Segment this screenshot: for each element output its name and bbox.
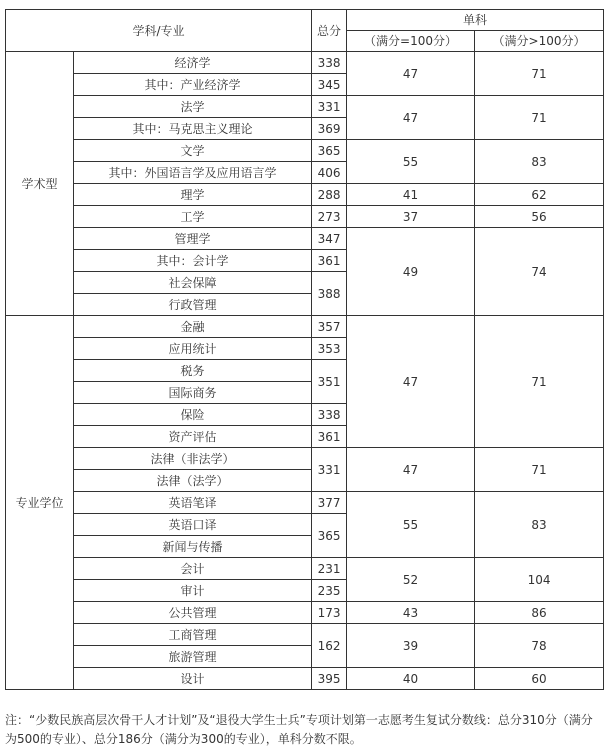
header-total: 总分 — [312, 10, 347, 52]
single-score-100: 43 — [347, 602, 475, 624]
table-row — [6, 184, 604, 206]
subject-name: 英语笔译 — [74, 492, 312, 514]
subject-name: 新闻与传播 — [74, 536, 312, 558]
header-sub2: （满分>100分） — [475, 31, 604, 52]
single-score-100: 47 — [347, 96, 475, 140]
subject-name: 工学 — [74, 206, 312, 228]
single-score-gt100: 56 — [475, 206, 604, 228]
single-score-gt100: 78 — [475, 624, 604, 668]
total-score: 331 — [312, 96, 347, 118]
total-score: 338 — [312, 52, 347, 74]
subject-name: 金融 — [74, 316, 312, 338]
single-score-gt100: 71 — [475, 448, 604, 492]
total-score: 357 — [312, 316, 347, 338]
single-score-gt100: 74 — [475, 228, 604, 316]
subject-name: 设计 — [74, 668, 312, 690]
subject-name: 其中：马克思主义理论 — [74, 118, 312, 140]
single-score-gt100: 86 — [475, 602, 604, 624]
single-score-100: 55 — [347, 492, 475, 558]
table-row — [6, 602, 604, 624]
single-score-100: 55 — [347, 140, 475, 184]
table-row — [6, 206, 604, 228]
subject-name: 社会保障 — [74, 272, 312, 294]
subject-name: 保险 — [74, 404, 312, 426]
subject-name: 审计 — [74, 580, 312, 602]
subject-name: 管理学 — [74, 228, 312, 250]
single-score-gt100: 71 — [475, 316, 604, 448]
subject-name: 其中：产业经济学 — [74, 74, 312, 96]
total-score: 395 — [312, 668, 347, 690]
header-row — [6, 10, 604, 31]
total-score: 173 — [312, 602, 347, 624]
category-professional: 专业学位 — [6, 316, 74, 690]
total-score: 338 — [312, 404, 347, 426]
table-row — [6, 316, 604, 338]
subject-name: 其中：外国语言学及应用语言学 — [74, 162, 312, 184]
table-row — [6, 448, 604, 470]
table-row — [6, 492, 604, 514]
table-row — [6, 52, 604, 74]
subject-name: 经济学 — [74, 52, 312, 74]
header-sub1: （满分=100分） — [347, 31, 475, 52]
total-score: 365 — [312, 140, 347, 162]
subject-name: 法律（法学） — [74, 470, 312, 492]
single-score-100: 39 — [347, 624, 475, 668]
header-single: 单科 — [347, 10, 604, 31]
total-score: 288 — [312, 184, 347, 206]
single-score-100: 49 — [347, 228, 475, 316]
total-score: 231 — [312, 558, 347, 580]
single-score-gt100: 104 — [475, 558, 604, 602]
single-score-100: 41 — [347, 184, 475, 206]
single-score-100: 47 — [347, 316, 475, 448]
table-row — [6, 624, 604, 646]
subject-name: 法律（非法学） — [74, 448, 312, 470]
single-score-100: 47 — [347, 52, 475, 96]
subject-name: 应用统计 — [74, 338, 312, 360]
footnote: 注：“少数民族高层次骨干人才计划”及“退役大学生士兵”专项计划第一志愿考生复试分数线：总分310分（满分为500的专业）、总分186分（满分为300的专业），单科分数不限。 — [5, 713, 593, 746]
subject-name: 英语口译 — [74, 514, 312, 536]
single-score-100: 52 — [347, 558, 475, 602]
subject-name: 其中：会计学 — [74, 250, 312, 272]
subject-name: 税务 — [74, 360, 312, 382]
total-score: 369 — [312, 118, 347, 140]
subject-name: 法学 — [74, 96, 312, 118]
subject-name: 行政管理 — [74, 294, 312, 316]
total-score: 235 — [312, 580, 347, 602]
subject-name: 旅游管理 — [74, 646, 312, 668]
table-row — [6, 558, 604, 580]
total-score: 353 — [312, 338, 347, 360]
single-score-gt100: 71 — [475, 96, 604, 140]
subject-name: 资产评估 — [74, 426, 312, 448]
total-score: 365 — [312, 514, 347, 558]
table-row — [6, 228, 604, 250]
single-score-gt100: 62 — [475, 184, 604, 206]
total-score: 345 — [312, 74, 347, 96]
single-score-100: 47 — [347, 448, 475, 492]
total-score: 273 — [312, 206, 347, 228]
single-score-gt100: 60 — [475, 668, 604, 690]
single-score-gt100: 71 — [475, 52, 604, 96]
single-score-gt100: 83 — [475, 492, 604, 558]
single-score-gt100: 83 — [475, 140, 604, 184]
total-score: 162 — [312, 624, 347, 668]
single-score-100: 37 — [347, 206, 475, 228]
score-table — [5, 9, 604, 690]
subject-name: 国际商务 — [74, 382, 312, 404]
total-score: 377 — [312, 492, 347, 514]
single-score-100: 40 — [347, 668, 475, 690]
table-row — [6, 140, 604, 162]
total-score: 331 — [312, 448, 347, 492]
total-score: 347 — [312, 228, 347, 250]
total-score: 351 — [312, 360, 347, 404]
total-score: 361 — [312, 426, 347, 448]
total-score: 388 — [312, 272, 347, 316]
subject-name: 会计 — [74, 558, 312, 580]
subject-name: 理学 — [74, 184, 312, 206]
table-row — [6, 668, 604, 690]
total-score: 361 — [312, 250, 347, 272]
subject-name: 公共管理 — [74, 602, 312, 624]
total-score: 406 — [312, 162, 347, 184]
table-row — [6, 96, 604, 118]
category-academic: 学术型 — [6, 52, 74, 316]
subject-name: 文学 — [74, 140, 312, 162]
subject-name: 工商管理 — [74, 624, 312, 646]
header-subject: 学科/专业 — [6, 10, 312, 52]
